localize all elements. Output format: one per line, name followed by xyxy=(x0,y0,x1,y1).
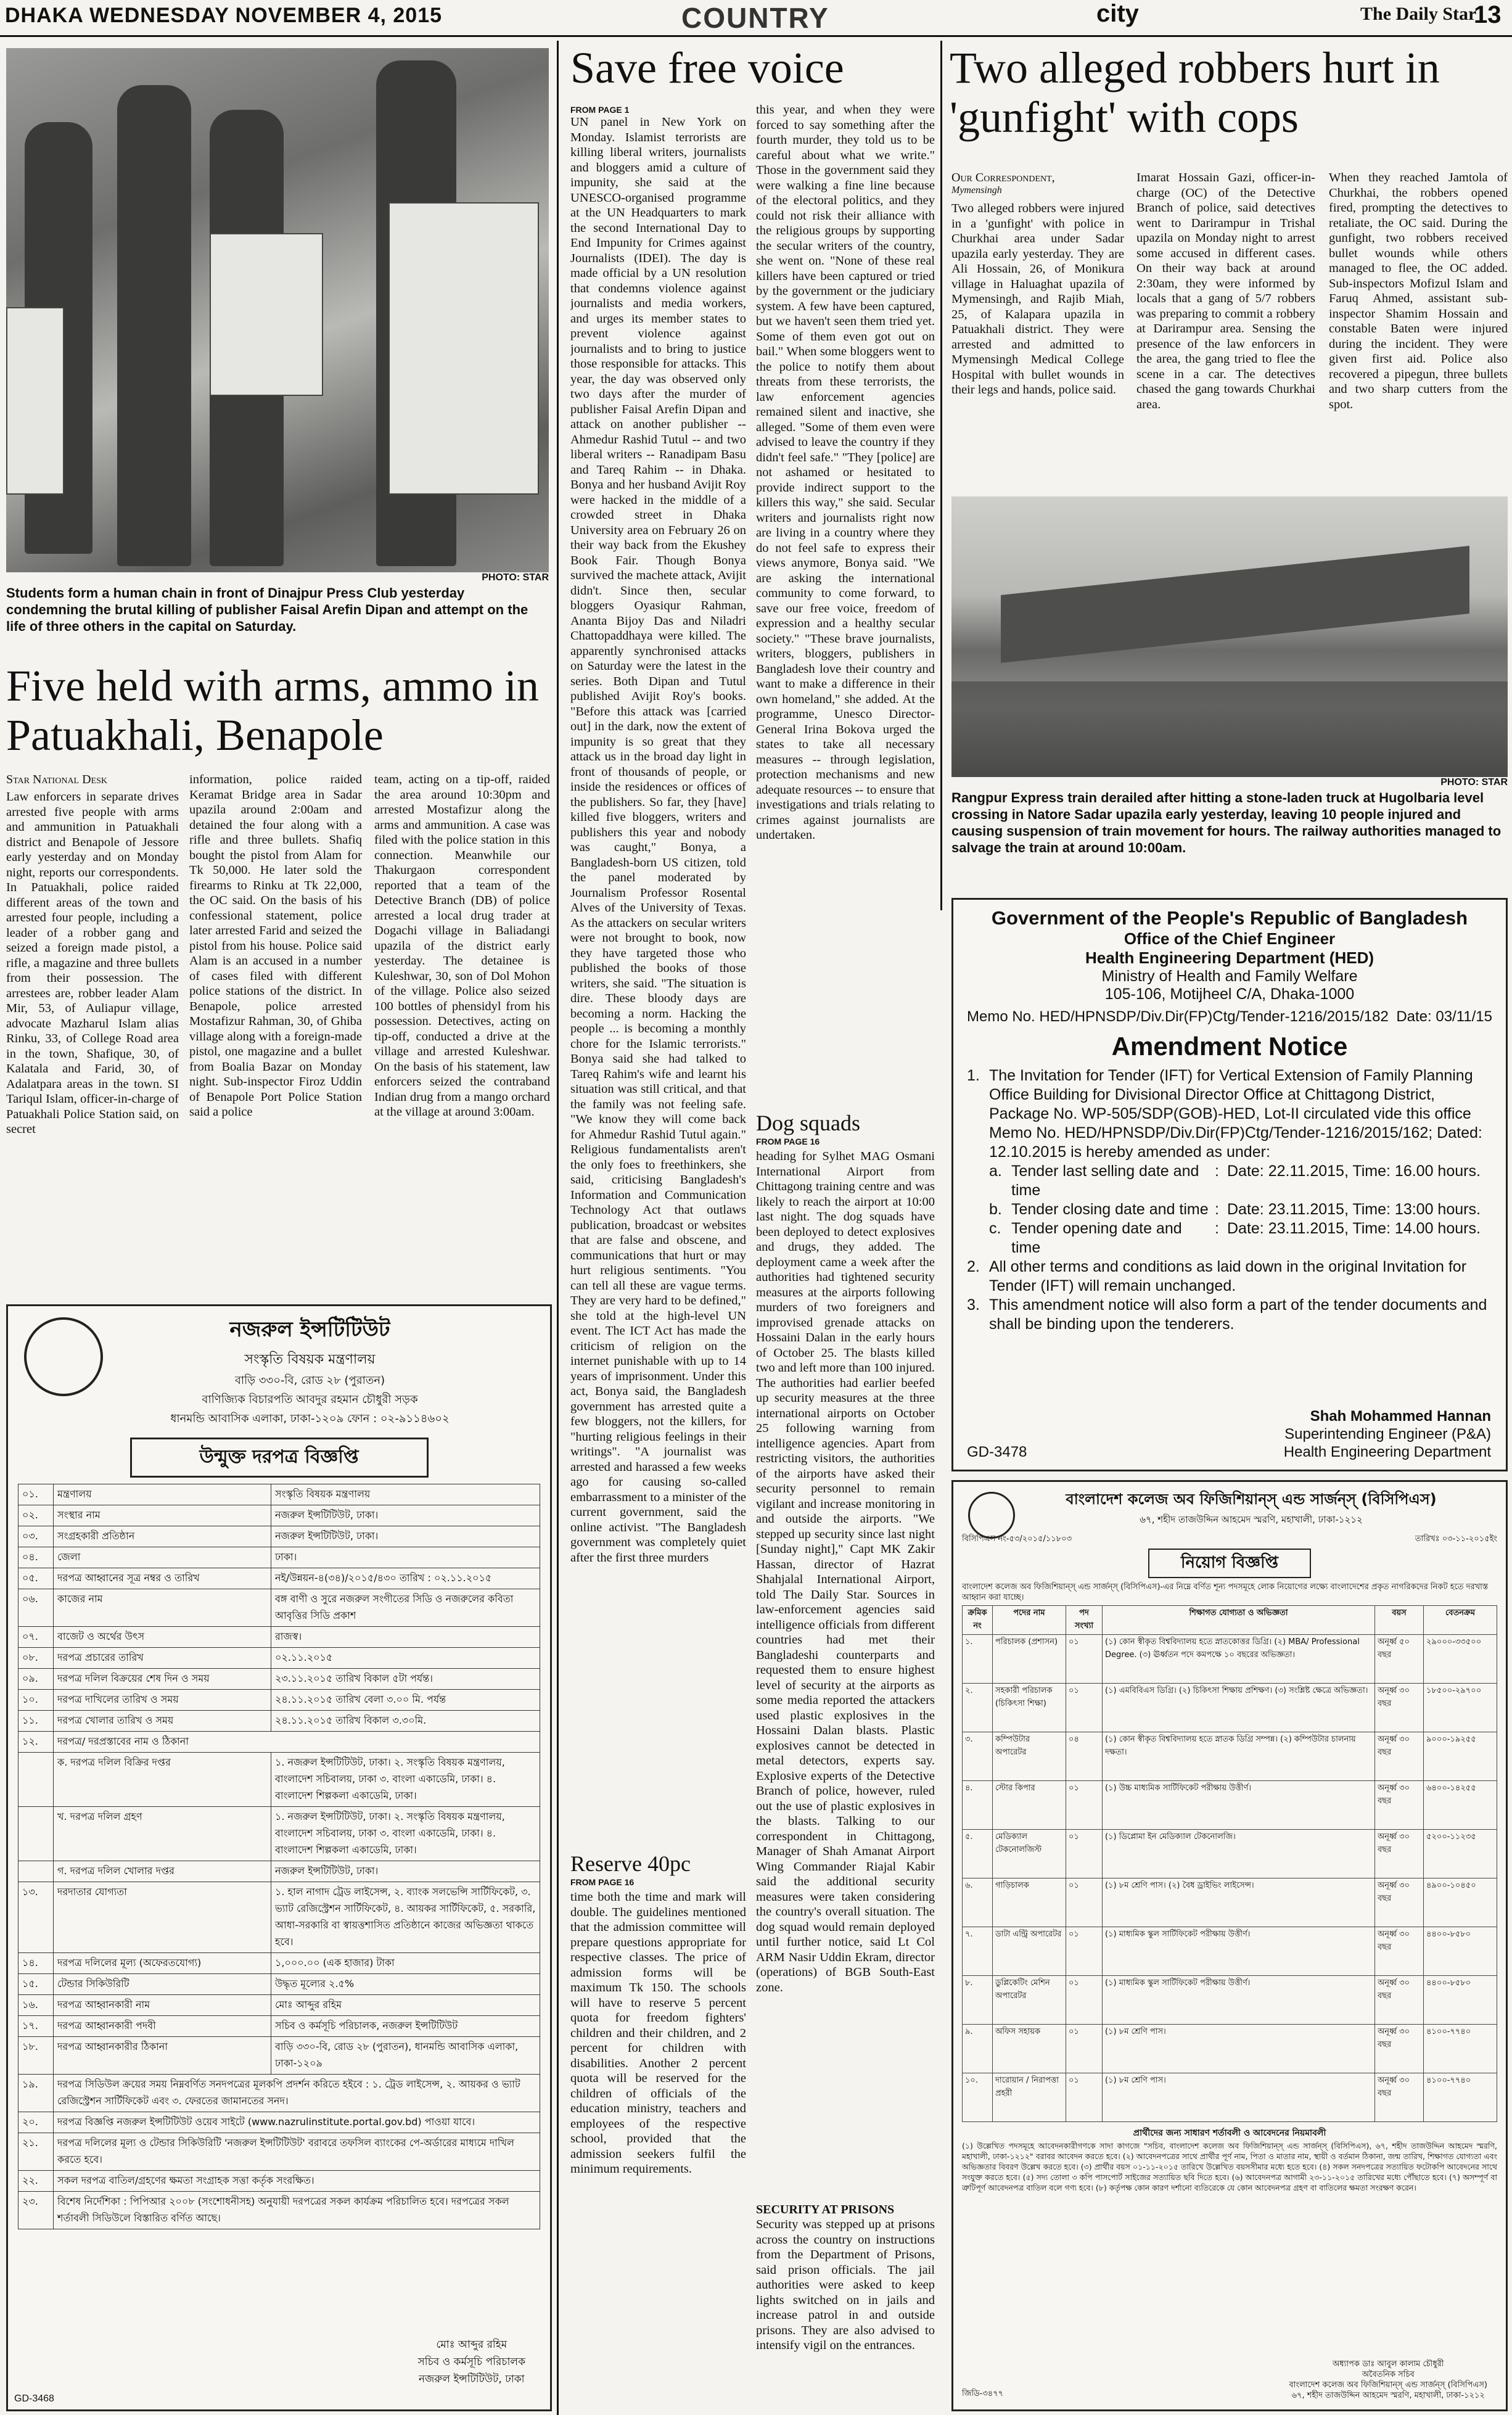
tender-row xyxy=(18,1861,540,1882)
tender-row xyxy=(18,2171,540,2192)
table-cell: (১) মাধ্যমিক স্কুল সার্টিফিকেট পরীক্ষায় উত্তীর্ণ। xyxy=(1103,1976,1375,2025)
table-cell: অনূর্ধ্ব ৩০ বছর xyxy=(1375,2073,1424,2122)
headline-reserve: Reserve 40pc xyxy=(570,1851,691,1876)
nazrul-logo-icon xyxy=(24,1317,103,1396)
bcps-logo-icon xyxy=(968,1492,1015,1539)
article-body: heading for Sylhet MAG Osmani International Airport from Chittagong training centre and was likely to reach the airport at 10:00 last night. The dog squads have been deployed to detect explosives and drugs, they added. The deployment came a week after the authorities had tightened security measures at the airports following murders of two foreigners and improvised grenade attacks on Hossaini Dalan in the early hours of October 25. The blasts killed two and left more than 100 injured. The authorities had earlier beefed up security measures at the three international airports on October 25 following warning from intelligence agencies. Apart from restricting visitors, the authorities of the airports have asked their security personnel to remain vigilant and increase monitoring in and outside the airports. "We stepped up security since last night [Sunday night]," Capt MK Zakir Hassan, director of Hazrat Shahjalal International Airport, told The Daily Star. Sources in law-enforcement agencies said intelligence officials from different countries had met their Bangladeshi counterparts and requested them to ensure highest level of security at the airports as some media reported the attackers used plastic explosives in the Hossaini Dalan blasts. Plastic explosives cannot be detected in metal detectors, experts say. Explosive experts of the Detective Branch of police, however, ruled out the use of plastic explosives in the blasts. Talking to our correspondent in Chittagong, Manager of Shah Amanat Airport Wing Commander Riajal Kabir said the additional security measures were taken considering the country's overall situation. The dog squad would remain deployed until further notice, said Lt Col ARM Nasir Uddin Ekram, director (operations) of BGB South-East zone. xyxy=(756,1150,935,1994)
table-cell: (১) কোন স্বীকৃত বিশ্ববিদ্যালয় হতে স্নাতকোত্তর ডিগ্রি। (২) MBA/ Professional Degree. (৩) ঊর্ধ্বতন পদে কমপক্ষে ১০ বছরের অভিজ্ঞতা। xyxy=(1103,1635,1375,1684)
table-cell: ৩. xyxy=(963,1732,993,1781)
memo-number: বিসিপিএস নং-৫৩/২০১৫/১১৮০৩ xyxy=(962,1534,1072,1544)
row-label: দরপত্র দলিল বিক্রয়ের শেষ দিন ও সময় xyxy=(54,1669,271,1690)
table-row xyxy=(963,1878,1497,1927)
row-value: মোঃ আব্দুর রহিম xyxy=(271,1995,540,2016)
amendment-item xyxy=(989,1219,1492,1257)
tender-row xyxy=(18,1753,540,1807)
row-value: নই/উন্নয়ন-৪(৩৪)/২০১৫/৪৩০ তারিখ : ০২.১১.২০১৫ xyxy=(271,1568,540,1589)
row-number: ১৭. xyxy=(18,2016,54,2037)
notice-item-1: The Invitation for Tender (IFT) for Vertical Extension of Family Planning Office Building for Divisional Director Office at Chittagong District, Package No. WP-505/SDP(GOB)-HED, Lot-II circulated vide this office Memo No. HED/HPNSDP/Div.Dir(FP)Ctg/Tender-1216/2015/162; Dated: 12.10.2015 is hereby amended as under: xyxy=(989,1067,1482,1161)
row-value: ১. হাল নাগাদ ট্রেড লাইসেন্স, ২. ব্যাংক সলভেন্সি সার্টিফিকেট, ৩. ভ্যাট রেজিস্ট্রেশন সার্টিফিকেট, ৪. আয়কর সার্টিফিকেট, ৫. সরকারি, আধা-সরকারি বা স্বায়ত্তশাসিত প্রতিষ্ঠানে কাজের অভিজ্ঞতা থাকতে হবে। xyxy=(271,1882,540,1953)
table-cell: (১) উচ্চ মাধ্যমিক সার্টিফিকেট পরীক্ষায় উত্তীর্ণ। xyxy=(1103,1781,1375,1830)
row-label: কাজের নাম xyxy=(54,1589,271,1627)
ad-intro: বাংলাদেশ কলেজ অব ফিজিশিয়ান্‌স্ এন্ড সার্জন্‌স্ (বিসিপিএস)-এর নিম্নে বর্ণিত শূন্য পদসমূহে লোক নিয়োগের লক্ষ্যে বাংলাদেশের প্রকৃত নাগরিকদের নিকট হতে দরখাস্ত আহ্বান করা যাচ্ছে। xyxy=(962,1582,1489,1602)
column-header: শিক্ষাগত যোগ্যতা ও অভিজ্ঞতা xyxy=(1103,1606,1375,1635)
tender-row xyxy=(18,1711,540,1732)
row-number xyxy=(18,1861,54,1882)
row-value: ২৩.১১.২০১৫ তারিখ বিকাল ৫টা পর্যন্ত। xyxy=(271,1669,540,1690)
table-cell: (১) এমবিবিএস ডিগ্রি। (২) চিকিৎসা শিক্ষায় প্রশিক্ষণ। (৩) সংশ্লিষ্ট ক্ষেত্রে অভিজ্ঞতা। xyxy=(1103,1684,1375,1732)
amendment-item xyxy=(989,1200,1492,1219)
row-label: দরপত্র সিডিউল ক্রয়ের সময় নিম্নবর্ণিত সনদপত্রের মূলকপি প্রদর্শন করিতে হইবে : ১. ট্রেড লাইসেন্স, ২. আয়কর ও ভ্যাট রেজিস্ট্রেশন সার্টিফিকেট এবং ৩. ফেরতের জামানতের সনদ। xyxy=(54,2075,540,2112)
ad-address: ধানমন্ডি আবাসিক এলাকা, ঢাকা-১২০৯ ফোন : ০২-৯১১৪৬০২ xyxy=(170,1412,450,1425)
article-body-col1: UN panel in New York on Monday. Islamist terrorists are killing liberal writers, journalists and bloggers amid a culture of impunity, she said at the UNESCO-organised programme at the UN Headquarters to mark the second International Day to End Impunity for Crimes against Journalists (IDEI). The day is made official by a UN resolution that condemns violence against journalists and media workers, and urges its member states to prevent violence against journalists and to bring to justice those responsible for attacks. This year, the day was observed only two days after the murder of publisher Faisal Arefin Dipan and attack on another publisher -- Ahmedur Rashid Tutul -- and two liberal writers -- Ranadipam Basu and Tareq Rahim -- in Dhaka. Bonya and her husband Avijit Roy were hacked in the middle of a crowded street in Dhaka University area on February 26 on their way back from the Ekushey Book Fair. Though Bonya survived the machete attack, Avijit didn't. Since then, secular bloggers Oyasiqur Rahman, Ananta Bijoy Das and Niladri Chattopaddhaya were killed. The apparently synchronised attacks on Saturday were the latest in the series. Both Dipan and Tutul published Avijit Roy's books. "Before this attack was [carried out] in the dark, now the extent of impunity is so great that they attack us in the broad day light in front of thousands of people, or inside the residences or offices of the publishers. So far, they [have] killed five bloggers, writers and publishers this year and nobody was caught," Bonya, a Bangladesh-born US citizen, told the panel moderated by Journalism Professor Rosental Alves of the University of Texas. As the attackers on secular writers were not brought to book, now they have targeted those who published the books of those writers, she said. "The situation is dire. These bloody days are becoming a norm. Hacking the people ... is becoming a monthly chore for the Islamic terrorists." Bonya said she had talked to Tareq Rahim's wife and learnt his situation was still critical, and that the family was not feeling safe. "We know they will come back for Ahmedur Rashid Tutul again." Religious fundamentalists aren't the only foes to freethinkers, she said, criticising Bangladesh's Information and Communication Technology Act that outlaws publication, broadcast or websites that are false and obscene, and communications that hurt or may hurt religious sentiments. "You can tell all these are vague terms. They are very hard to be defined," she told at the high-level UN event. The ICT Act has made the criticism of religion on the internet punishable with up to 14 years of imprisonment. Under this act, Bonya said, the Bangladesh government has arrested quite a few bloggers, not the killers, for "hurting religious feelings in their writings". "A journalist was arrested and harassed a few weeks ago for causing so-called embarrassment to a minister of the current government, said the online activist. "The Bangladesh government was completely quiet after the first three murders xyxy=(570,115,746,1565)
amendment-value: Date: 23.11.2015, Time: 13:00 hours. xyxy=(1227,1201,1481,1218)
article-body-col2: information, police raided Keramat Bridge area in Sadar upazila around 2:00am and detained the four along with a rifle and three bullets. Shafiq bought the pistol from Alam for Tk 50,000. He later sold the firearms to Rinku at Tk 22,000, the OC said. On the basis of his confessional statement, police later arrested Farid and seized the pistol from his house. Police said Alam is an accused in a number of cases filed with different police stations of the district. In Benapole, police arrested Mostafizur Rahman, 30, of Ghiba village along with a foreign-made pistol, one magazine and a bullet from Boalia Bazar on Monday night. Sub-inspector Firoz Uddin of Benapole Port Police Station said a police xyxy=(189,773,362,1119)
ad-heading: উন্মুক্ত দরপত্র বিজ্ঞপ্তি xyxy=(130,1438,429,1478)
table-cell: মেডিক্যাল টেকনোলজিস্ট xyxy=(993,1830,1066,1878)
ad-code: GD-3468 xyxy=(14,2393,54,2404)
section-label: COUNTRY xyxy=(681,2,829,34)
notice-item-2: All other terms and conditions as laid down in the original Invitation for Tender (IFT) will remain unchanged. xyxy=(989,1258,1467,1294)
table-cell: অফিস সহায়ক xyxy=(993,2025,1066,2073)
notice-title: Amendment Notice xyxy=(1111,1032,1348,1061)
notice-item-3: This amendment notice will also form a part of the tender documents and shall be binding upon the tenderers. xyxy=(989,1296,1487,1333)
row-value: ঢাকা। xyxy=(271,1547,540,1568)
tender-row xyxy=(18,1568,540,1589)
row-number: ১৬. xyxy=(18,1995,54,2016)
tender-row xyxy=(18,1807,540,1861)
tender-row xyxy=(18,1732,540,1753)
table-row xyxy=(963,1927,1497,1976)
table-cell: কম্পিউটার অপারেটর xyxy=(993,1732,1066,1781)
ad-address: বাড়ি ৩৩০-বি, রোড ২৮ (পুরাতন) xyxy=(234,1374,385,1387)
amendment-value: Date: 22.11.2015, Time: 16.00 hours. xyxy=(1227,1162,1481,1180)
from-page: FROM PAGE 16 xyxy=(570,1877,635,1887)
table-cell: দারোয়ান / নিরাপত্তা প্রহরী xyxy=(993,2073,1066,2122)
separator: : xyxy=(1215,1162,1219,1180)
column-header: পদ সংখ্যা xyxy=(1066,1606,1103,1635)
signatory-name: Shah Mohammed Hannan xyxy=(1310,1408,1491,1425)
table-row xyxy=(963,1781,1497,1830)
table-cell: ১৮৫০০-২৯৭০০ xyxy=(1424,1684,1497,1732)
table-cell: ৪৯০০-১০৪৫০ xyxy=(1424,1878,1497,1927)
row-value: বঙ্গ বাণী ও সুরে নজরুল সংগীতের সিডি ও নজরুলের কবিতা আবৃত্তির সিডি প্রকাশ xyxy=(271,1589,540,1627)
table-cell: অনূর্ধ্ব ৩০ বছর xyxy=(1375,1976,1424,2025)
ad-code: GD-3478 xyxy=(967,1444,1027,1460)
table-row xyxy=(963,2073,1497,2122)
table-row xyxy=(963,1976,1497,2025)
column-header: বেতনক্রম xyxy=(1424,1606,1497,1635)
table-cell: অনূর্ধ্ব ৩০ বছর xyxy=(1375,1684,1424,1732)
table-cell: সহকারী পরিচালক (চিকিৎসা শিক্ষা) xyxy=(993,1684,1066,1732)
table-cell: ০১ xyxy=(1066,1976,1103,2025)
table-cell: (১) ৮ম শ্রেণি পাস। xyxy=(1103,2073,1375,2122)
row-label: জেলা xyxy=(54,1547,271,1568)
row-label: দরপত্র বিজ্ঞপ্তি নজরুল ইন্সটিটিউট ওয়েব সাইটে (www.nazrulinstitute.portal.gov.bd) পাওয়া যাবে। xyxy=(54,2112,540,2133)
row-value: ২৪.১১.২০১৫ তারিখ বিকাল ৩.৩০মি. xyxy=(271,1711,540,1732)
row-label: খ. দরপত্র দলিল গ্রহণ xyxy=(54,1807,271,1861)
row-number: ০৯. xyxy=(18,1669,54,1690)
row-value: ১. নজরুল ইন্সটিটিউট, ঢাকা। ২. সংস্কৃতি বিষয়ক মন্ত্রণালয়, বাংলাদেশ সচিবালয়, ঢাকা ৩. বাংলা একাডেমি, ঢাকা। ৪. বাংলাদেশ শিল্পকলা একাডেমি, ঢাকা। xyxy=(271,1753,540,1807)
table-cell: (১) কোন স্বীকৃত বিশ্ববিদ্যালয় হতে স্নাতক ডিগ্রি সম্পন্ন। (২) কম্পিউটার চালনায় দক্ষতা। xyxy=(1103,1732,1375,1781)
memo-date: Date: 03/11/15 xyxy=(1396,1008,1492,1025)
from-page: FROM PAGE 1 xyxy=(570,105,630,115)
ad-title: নজরুল ইন্সটিটিউট xyxy=(229,1317,390,1342)
amendment-label: Tender last selling date and time xyxy=(1011,1162,1199,1199)
train-derailment-photo xyxy=(951,496,1508,777)
tender-row xyxy=(18,2192,540,2229)
tender-row xyxy=(18,1995,540,2016)
table-cell: অনূর্ধ্ব ৩০ বছর xyxy=(1375,1830,1424,1878)
article-body-col3: team, acting on a tip-off, raided the area around 10:30pm and arrested Mostafizur along the arms and ammunition. A case was filed with the police station in this connection. Meanwhile our Thakurgaon correspondent reported that a team of the Detective Branch (DB) of police arrested a local drug trader at Dogachi village in Baliadangi upazila of the district early yesterday. The detainee is Kuleshwar, 30, son of Dol Mohon of the village. Police also seized 100 bottles of phensidyl from his possession. Detectives, acting on tip-off, conducted a drive at the village and arrested Kuleshwar. On the basis of his statement, law enforcers seized the contraband Indian drug from a mango orchard at the village at around 3:00am. xyxy=(374,773,550,1119)
row-value: ০২.১১.২০১৫ xyxy=(271,1648,540,1669)
table-cell: (১) ৮ম শ্রেণি পাস। xyxy=(1103,2025,1375,2073)
amendment-value: Date: 23.11.2015, Time: 14.00 hours. xyxy=(1227,1220,1481,1237)
byline: Star National Desk xyxy=(6,773,107,786)
tender-row xyxy=(18,1526,540,1547)
row-label: দরদাতার যোগ্যতা xyxy=(54,1882,271,1953)
row-label: সকল দরপত্র বাতিল/গ্রহণের ক্ষমতা সংগ্রাহক সত্তা কর্তৃক সংরক্ষিত। xyxy=(54,2171,540,2192)
row-label: দরপত্র আহ্বানকারী পদবী xyxy=(54,2016,271,2037)
row-label: দরপত্র/ দরপ্রস্তাবের নাম ও ঠিকানা xyxy=(54,1732,540,1753)
paper-logo: The Daily Star xyxy=(1360,4,1477,24)
row-number: ২০. xyxy=(18,2112,54,2133)
table-cell: ২. xyxy=(963,1684,993,1732)
tender-row xyxy=(18,1669,540,1690)
from-page: FROM PAGE 16 xyxy=(756,1137,820,1146)
row-number: ১২. xyxy=(18,1732,54,1753)
tender-row xyxy=(18,1974,540,1995)
headline-robbers: Two alleged robbers hurt in 'gunfight' with cops xyxy=(950,43,1440,142)
row-label: গ. দরপত্র দলিল খোলার দপ্তর xyxy=(54,1861,271,1882)
row-value: ১. নজরুল ইন্সটিটিউট, ঢাকা। ২. সংস্কৃতি বিষয়ক মন্ত্রণালয়, বাংলাদেশ সচিবালয়, ঢাকা ৩. বাংলা একাডেমি, ঢাকা। ৪. বাংলাদেশ শিল্পকলা একাডেমি, ঢাকা। xyxy=(271,1807,540,1861)
row-number: ০২. xyxy=(18,1505,54,1526)
tender-row xyxy=(18,1882,540,1953)
table-cell: ৬. xyxy=(963,1878,993,1927)
tender-row xyxy=(18,1690,540,1711)
column-header: পদের নাম xyxy=(993,1606,1066,1635)
row-number: ০১. xyxy=(18,1484,54,1505)
byline-place: Mymensingh xyxy=(951,185,1002,195)
row-value: ১,০০০.০০ (এক হাজার) টাকা xyxy=(271,1953,540,1974)
subhead: SECURITY AT PRISONS xyxy=(756,2203,895,2216)
tender-row xyxy=(18,1648,540,1669)
table-cell: ১. xyxy=(963,1635,993,1684)
amendment-item xyxy=(989,1162,1492,1200)
signatory-address: ৬৭, শহীদ তাজউদ্দিন আহমেদ স্মরণি, মহাখালী, ঢাকা-১২১২ xyxy=(1291,2391,1485,2400)
table-row xyxy=(963,1635,1497,1684)
signatory-name: মোঃ আব্দুর রহিম xyxy=(436,2339,507,2351)
row-value: রাজস্ব। xyxy=(271,1627,540,1648)
tender-row xyxy=(18,2037,540,2075)
signatory-org: নজরুল ইন্সটিটিউট, ঢাকা xyxy=(418,2373,525,2385)
table-cell: ডুপ্লিকেটিং মেশিন অপারেটর xyxy=(993,1976,1066,2025)
separator: : xyxy=(1215,1201,1219,1218)
tender-row xyxy=(18,1484,540,1505)
table-cell: (১) ডিপ্লোমা ইন মেডিক্যাল টেকনোলজি। xyxy=(1103,1830,1375,1878)
row-label: বিশেষ নির্দেশিকা : পিপিআর ২০০৮ (সংশোধনীসহ) অনুযায়ী দরপত্রের সকল কার্যক্রম পরিচালিত হবে। দরপত্রের সকল শর্তাবলী সিডিউলে বিস্তারিত বর্ণিত আছে। xyxy=(54,2192,540,2229)
ad-h1: Government of the People's Republic of Bangladesh xyxy=(991,907,1468,929)
row-number: ১০. xyxy=(18,1690,54,1711)
row-label: সংগ্রহকারী প্রতিষ্ঠান xyxy=(54,1526,271,1547)
table-cell: ০১ xyxy=(1066,1635,1103,1684)
row-number: ১৮. xyxy=(18,2037,54,2075)
table-cell: অনূর্ধ্ব ৩০ বছর xyxy=(1375,1927,1424,1976)
byline: Our Correspondent, xyxy=(951,171,1055,184)
tender-row xyxy=(18,1505,540,1526)
table-row xyxy=(963,1684,1497,1732)
photo-credit: PHOTO: STAR xyxy=(1440,777,1508,788)
column-header: বয়স xyxy=(1375,1606,1424,1635)
ad-h3: Health Engineering Department (HED) xyxy=(1085,948,1374,967)
row-number: ১৪. xyxy=(18,1953,54,1974)
row-number xyxy=(18,1807,54,1861)
row-number: ১১. xyxy=(18,1711,54,1732)
masthead xyxy=(0,0,1512,37)
row-number: ০৩. xyxy=(18,1526,54,1547)
article-body: Security was stepped up at prisons across the country on instructions from the Department of Prisons, said prison officials. The jail authorities were asked to keep lights switched on in jails and increase patrol in and outside prisons. They are also advised to intensify vigil on the entrances. xyxy=(756,2218,935,2352)
memo-date: তারিখঃ ০৩-১১-২০১৫ইং xyxy=(1415,1534,1497,1544)
table-cell: ০১ xyxy=(1066,2073,1103,2122)
nazrul-institute-tender-ad xyxy=(6,1304,552,2411)
row-value: সচিব ও কর্মসূচি পরিচালক, নজরুল ইন্সটিটিউট xyxy=(271,2016,540,2037)
row-number: ২১. xyxy=(18,2133,54,2171)
signatory-title: সচিব ও কর্মসূচি পরিচালক xyxy=(417,2356,525,2368)
column-header: ক্রমিক নং xyxy=(963,1606,993,1635)
row-label: দরপত্র প্রচারের তারিখ xyxy=(54,1648,271,1669)
table-cell: ০১ xyxy=(1066,1830,1103,1878)
table-cell: ৪৪০০-৮৫৮০ xyxy=(1424,1927,1497,1976)
tender-table xyxy=(18,1484,540,2229)
table-cell: অনূর্ধ্ব ৩০ বছর xyxy=(1375,2025,1424,2073)
row-number: ০৪. xyxy=(18,1547,54,1568)
amendment-key: a. xyxy=(989,1162,1002,1180)
table-cell: ৮. xyxy=(963,1976,993,2025)
row-label: ক. দরপত্র দলিল বিক্রির দপ্তর xyxy=(54,1753,271,1807)
row-value: ২৪.১১.২০১৫ তারিখ বেলা ৩.০০ মি. পর্যন্ত xyxy=(271,1690,540,1711)
ad-address: ৬৭, শহীদ তাজউদ্দিন আহমেদ স্মরণি, মহাখালী, ঢাকা-১২১২ xyxy=(1140,1514,1363,1525)
tender-row xyxy=(18,1627,540,1648)
row-value: নজরুল ইন্সটিটিউট, ঢাকা। xyxy=(271,1505,540,1526)
row-label: দরপত্র আহ্বানকারী নাম xyxy=(54,1995,271,2016)
row-label: দরপত্র দলিলের মূল্য (অফেরতযোগ্য) xyxy=(54,1953,271,1974)
row-label: বাজেট ও অর্থের উৎস xyxy=(54,1627,271,1648)
table-cell: ৫. xyxy=(963,1830,993,1878)
amendment-key: b. xyxy=(989,1201,1002,1218)
section-label-city: city xyxy=(1096,0,1139,27)
table-cell: ৯০০০-১৯২৫৫ xyxy=(1424,1732,1497,1781)
table-cell: ১০. xyxy=(963,2073,993,2122)
photo-caption: Students form a human chain in front of Dinajpur Press Club yesterday condemning the brutal killing of publisher Faisal Arefin Dipan and attempt on the life of three others in the capital on Saturday. xyxy=(6,585,528,634)
ad-h5: 105-106, Motijheel C/A, Dhaka-1000 xyxy=(1104,985,1355,1003)
ad-code: জিডি-৩৪৭৭ xyxy=(962,2389,1004,2398)
table-cell: ৪১০০-৭৭৪০ xyxy=(1424,2073,1497,2122)
amendment-key: c. xyxy=(989,1220,1001,1237)
table-cell: ৪৪০০-৮৫৮০ xyxy=(1424,1976,1497,2025)
table-header-row xyxy=(963,1606,1497,1635)
ad-h2: Office of the Chief Engineer xyxy=(1124,929,1336,948)
table-cell: ০১ xyxy=(1066,2025,1103,2073)
table-cell: ০১ xyxy=(1066,1927,1103,1976)
table-cell: (১) মাধ্যমিক স্কুল সার্টিফিকেট পরীক্ষায় উত্তীর্ণ। xyxy=(1103,1927,1375,1976)
table-cell: (১) ৮ম শ্রেণি পাস। (২) বৈধ ড্রাইভিং লাইসেন্স। xyxy=(1103,1878,1375,1927)
row-number: ০৮. xyxy=(18,1648,54,1669)
article-body-col2: Imarat Hossain Gazi, officer-in-charge (OC) of the Detective Branch of police, said detectives went to Darirampur in Trishal upazila on Monday night to arrest some accused in different cases. On their way back at around 2:30am, they were informed by locals that a gang of 5/7 robbers was preparing to commit a robbery at Darirampur area. Sensing the presence of the law enforcers in the area, the gang tried to flee the scene in a car. The detectives chased the gang towards Churkhai area. xyxy=(1136,171,1315,411)
table-cell: অনূর্ধ্ব ৫০ বছর xyxy=(1375,1635,1424,1684)
article-body-col2: this year, and when they were forced to say something after the fourth murder, they told us to be careful about what we write." Those in the government said they were walking a fine line because of the electoral politics, and they could not risk their alliance with the religious groups by supporting the secular writers of the country, she went on. "None of these real killers have been captured or tried by the government or the judiciary system. A few have been captured, but we haven't seen them tried yet. Some of them even got out on bail." When some bloggers went to the police to notify them about threats from these terrorists, the law enforcement agencies remained silent and inactive, she alleged. "Some of them even were advised to leave the country if they didn't feel safe." "They [police] are not ashamed or hesitated to provide indirect support to the killers this way," she said. Secular writers and journalists right now are living in a country where they do not feel safe to express their views anymore, Bonya said. "We are asking the international community to come forward, to save our free voice, freedom of expression and a healthy secular society." "These brave journalists, writers, bloggers, publishers in Bangladesh love their country and want to make a difference in their own homeland," she added. At the programme, Unesco Director-General Irina Bokova urged the states to take all necessary measures -- through legislation, protection mechanisms and new adequate resources -- to ensure that investigations and trials relating to crimes against journalists are undertaken. xyxy=(756,103,935,842)
separator: : xyxy=(1215,1220,1219,1237)
tender-row xyxy=(18,2016,540,2037)
amendment-label: Tender closing date and time xyxy=(1011,1201,1209,1218)
headline-dog-squads: Dog squads xyxy=(756,1111,860,1135)
column-divider xyxy=(940,41,942,910)
row-label: সংস্থার নাম xyxy=(54,1505,271,1526)
row-number: ১৫. xyxy=(18,1974,54,1995)
row-number: ০৬. xyxy=(18,1589,54,1627)
memo-number: Memo No. HED/HPNSDP/Div.Dir(FP)Ctg/Tender-1216/2015/182 xyxy=(967,1008,1389,1025)
ad-h4: Ministry of Health and Family Welfare xyxy=(1101,968,1358,985)
table-cell: ডাটা এন্ট্রি অপারেটর xyxy=(993,1927,1066,1976)
tender-row xyxy=(18,2133,540,2171)
table-cell: ০১ xyxy=(1066,1781,1103,1830)
tender-row xyxy=(18,2112,540,2133)
row-label: দরপত্র আহ্বানকারীর ঠিকানা xyxy=(54,2037,271,2075)
photo-caption: Rangpur Express train derailed after hitting a stone-laden truck at Hugolbaria level crossing in Natore Sadar upazila early yesterday, leaving 10 people injured and causing suspension of train movement for hours. The railway authorities managed to salvage the train at around 10:00am. xyxy=(951,790,1502,855)
row-number: ১৩. xyxy=(18,1882,54,1953)
amendment-list xyxy=(967,1162,1492,1257)
row-label: দরপত্র খোলার তারিখ ও সময় xyxy=(54,1711,271,1732)
row-number: ০৭. xyxy=(18,1627,54,1648)
article-body: time both the time and mark will double. The guidelines mentioned that the admission committee will prepare questions appropriate for respective classes. The price of admission forms will be maximum Tk 150. The schools will have to reserve 5 percent quota for freedom fighters' children and their children, and 2 percent for children with disabilities. Another 2 percent quota will be reserved for the children of officials of the education ministry, teachers and employees of the respective school, provided that the admission seekers fulfil the minimum requirements. xyxy=(570,1890,746,2176)
table-cell: ৯. xyxy=(963,2025,993,2073)
table-cell: ২৯০০০-৩৩৫০০ xyxy=(1424,1635,1497,1684)
row-value: বাড়ি ৩৩০-বি, রোড ২৮ (পুরাতন), ধানমন্ডি আবাসিক এলাকা, ঢাকা-১২০৯ xyxy=(271,2037,540,2075)
signatory-name: অধ্যাপক ডাঃ আবুল কালাম চৌধুরী xyxy=(1332,2359,1444,2369)
ad-heading: নিয়োগ বিজ্ঞপ্তি xyxy=(1148,1549,1311,1578)
row-value: সংস্কৃতি বিষয়ক মন্ত্রণালয় xyxy=(271,1484,540,1505)
table-row xyxy=(963,2025,1497,2073)
row-value: উদ্ধৃত মূল্যের ২.৫% xyxy=(271,1974,540,1995)
row-number: ২২. xyxy=(18,2171,54,2192)
table-cell: ০১ xyxy=(1066,1684,1103,1732)
table-cell: ৬৪০০-১৪২৫৫ xyxy=(1424,1781,1497,1830)
tender-row xyxy=(18,1589,540,1627)
row-number xyxy=(18,1753,54,1807)
table-cell: গাড়িচালক xyxy=(993,1878,1066,1927)
table-row xyxy=(963,1732,1497,1781)
table-cell: পরিচালক (প্রশাসন) xyxy=(993,1635,1066,1684)
column-divider xyxy=(557,41,559,2415)
tender-row xyxy=(18,1953,540,1974)
amendment-label: Tender opening date and time xyxy=(1011,1220,1182,1256)
article-body-col1: Law enforcers in separate drives arrested five people with arms and ammunition in Patuakhali district and Benapole of Jessore early yesterday and on Monday night, reports our correspondents. In Patuakhali, police raided different areas of the town and arrested four people, including a leader of a robber gang and seized a foreign made pistol, a rifle, a magazine and three bullets from their possession. The arrestees are, robber leader Alam Mir, 53, of Auliapur village, advocate Mazharul Islam alias Rinku, 33, of College Road area in the town, Shafique, 30, of Kalatala and Farid, 30, of Adalatpara areas in the town. SI Tariqul Islam, officer-in-charge of Patuakhali Police Station said, on secret xyxy=(6,790,179,1136)
row-label: দরপত্র দাখিলের তারিখ ও সময় xyxy=(54,1690,271,1711)
row-label: টেন্ডার সিকিউরিটি xyxy=(54,1974,271,1995)
bcps-recruitment-ad xyxy=(951,1480,1508,2411)
row-label: মন্ত্রণালয় xyxy=(54,1484,271,1505)
row-label: দরপত্র আহ্বানের সূত্র নম্বর ও তারিখ xyxy=(54,1568,271,1589)
row-value: নজরুল ইন্সটিটিউট, ঢাকা। xyxy=(271,1861,540,1882)
row-number: ০৫. xyxy=(18,1568,54,1589)
dateline: DHAKA WEDNESDAY NOVEMBER 4, 2015 xyxy=(5,4,443,27)
reserve-story xyxy=(570,1848,746,2395)
hed-amendment-notice-ad: Government of the People's Republic of Bangladesh Office of the Chief Engineer Health Engineering Department (HED) Ministry of Health and Family Welfare 105-106, Motijheel C/A, Dhaka-1000 Memo No. HED/HPNSDP/Div.Dir(FP)Ctg/Tender-1216/2015/182 Date: 03/11/15 Amendment Notice 1. The Invitation for Tender (IFT) for Vertical Extension of Family Planning Office Building for Divisional Director Office at Chittagong District, Package No. WP-505/SDP(GOB)-HED, Lot-II circulated vide this office Memo No. HED/HPNSDP/Div.Dir(FP)Ctg/Tender-1216/2015/162; Dated: 12.10.2015 is hereby amended as under: a. Tender last selling date and time : Date: 22.11.2015, Time: 16.00 hours. b. Tender closing date and time : Date: 23.11.2015, Time: 13:00 hours. c. Tender opening date and time : Date: 23.11.2015, Time: 14.00 hours. 2. All other terms and conditions as laid down in the original Invitation for Tender (IFT) will remain unchanged. 3. This amendment notice will also form a part of the tender documents and shall be binding upon the tenderers. Shah Mohammed Hannan Superintending Engineer (P&A) Health Engineering Department GD-3478 xyxy=(951,898,1508,1471)
ad-address: বাণিজ্যিক বিচারপতি আবদুর রহমান চৌধুরী সড়ক xyxy=(202,1393,418,1406)
vacancy-table xyxy=(962,1605,1497,2122)
table-cell: ০১ xyxy=(1066,1878,1103,1927)
table-cell: অনূর্ধ্ব ৩০ বছর xyxy=(1375,1878,1424,1927)
table-cell: ৫২০০-১১২৩৫ xyxy=(1424,1830,1497,1878)
ad-title: বাংলাদেশ কলেজ অব ফিজিশিয়ান্‌স্ এন্ড সার্জন্‌স্ (বিসিপিএস) xyxy=(1066,1491,1437,1508)
row-number: ২৩. xyxy=(18,2192,54,2229)
signatory-title: অবৈতনিক সচিব xyxy=(1362,2370,1415,2379)
dog-squads-story xyxy=(756,1107,935,2377)
table-cell: স্টোর কিপার xyxy=(993,1781,1066,1830)
article-body-col3: When they reached Jamtola of Churkhai, the robbers opened fired, prompting the detectives to retaliate, the OC said. During the gunfight, two robbers received bullet wounds while others managed to flee, the OC added. Sub-inspectors Mofizul Islam and Faruq Ahmed, assistant sub-inspector Shamim Hossain and constable Baten were injured during the incident. They were given first aid. Police also recovered a pipegun, three bullets and two sharp cutters from the spot. xyxy=(1329,171,1508,411)
signatory-dept: Health Engineering Department xyxy=(1283,1444,1491,1460)
terms-heading: প্রার্থীদের জন্য সাধারণ শর্তাবলী ও আবেদনের নিয়মাবলী xyxy=(1133,2128,1326,2138)
row-label: দরপত্র দলিলের মূল্য ও টেন্ডার সিকিউরিটি 'নজরুল ইন্সটিটিউট' বরাবরে তফসিল ব্যাংকের পে-অর্ডারের মাধ্যমে দাখিল করতে হবে। xyxy=(54,2133,540,2171)
human-chain-photo xyxy=(6,48,549,572)
table-cell: ৪. xyxy=(963,1781,993,1830)
row-value: নজরুল ইন্সটিটিউট, ঢাকা। xyxy=(271,1526,540,1547)
terms-text: (১) উল্লেখিত পদসমূহে আবেদনকারীগণকে সাদা কাগজে "সচিব, বাংলাদেশ কলেজ অব ফিজিশিয়ান্‌স্ এন্ড সার্জন্‌স্ (বিসিপিএস), ৬৭, শহীদ তাজউদ্দিন আহমেদ স্মরণি, মহাখালী, ঢাকা-১২১২" বরাবর আবেদন করতে হবে। (২) আবেদনপত্রের সাথে প্রার্থীর পূর্ণ নাম, পিতা ও মাতার নাম, স্থায়ী ও বর্তমান ঠিকানা, জন্ম তারিখ, শিক্ষাগত যোগ্যতা এবং অভিজ্ঞতার বিবরণ উল্লেখ করতে হবে। (৩) প্রার্থীর বয়স ০১-১১-২০১৫ তারিখে উল্লেখিত বয়সসীমার মধ্যে হতে হবে। (৪) সকল সনদপত্রের সত্যায়িত ফটোকপি আবেদনের সাথে সংযুক্ত করতে হবে। (৫) সদ্য তোলা ৩ কপি পাসপোর্ট সাইজের সত্যায়িত ছবি দিতে হবে। (৬) আবেদনপত্র আগামী ২৩-১১-২০১৫ তারিখের মধ্যে পৌঁছাতে হবে। (৭) অসম্পূর্ণ বা ত্রুটিপূর্ণ আবেদনপত্র বাতিল বলে গণ্য হবে। (৮) কর্তৃপক্ষ কোন কারণ দর্শানো ব্যতিরেকে যে কোন আবেদনপত্র গ্রহণ বা বাতিলের ক্ষমতা সংরক্ষণ করেন। xyxy=(962,2141,1497,2192)
table-cell: ৭. xyxy=(963,1927,993,1976)
signatory-org: বাংলাদেশ কলেজ অব ফিজিশিয়ান্‌স্ এন্ড সার্জন্‌স্ (বিসিপিএস) xyxy=(1289,2380,1487,2390)
table-cell: ৪১০০-৭৭৪০ xyxy=(1424,2025,1497,2073)
article-body-col1: Two alleged robbers were injured in a 'gunfight' with police in Churkhai area under Sadar upazila early yesterday. They are Ali Hossain, 26, of Monikura village in Haluaghat upazila of Mymensingh, and Rajib Miah, 25, of Kalapara upazila in Patuakhali district. They were arrested and admitted to Mymensingh Medical College Hospital with bullet wounds in their legs and hands, police said. xyxy=(951,202,1124,397)
row-number: ১৯. xyxy=(18,2075,54,2112)
table-cell: অনূর্ধ্ব ৩০ বছর xyxy=(1375,1732,1424,1781)
ad-ministry: সংস্কৃতি বিষয়ক মন্ত্রণালয় xyxy=(244,1352,376,1367)
tender-row xyxy=(18,2075,540,2112)
headline-five-held: Five held with arms, ammo in Patuakhali, Benapole xyxy=(6,661,539,760)
table-cell: অনূর্ধ্ব ৩০ বছর xyxy=(1375,1781,1424,1830)
tender-row xyxy=(18,1547,540,1568)
table-row xyxy=(963,1830,1497,1878)
headline-save-free-voice: Save free voice xyxy=(570,43,844,93)
photo-credit: PHOTO: STAR xyxy=(482,572,549,583)
signatory-title: Superintending Engineer (P&A) xyxy=(1284,1426,1491,1442)
table-cell: ০৪ xyxy=(1066,1732,1103,1781)
page-number: 13 xyxy=(1474,1,1502,28)
